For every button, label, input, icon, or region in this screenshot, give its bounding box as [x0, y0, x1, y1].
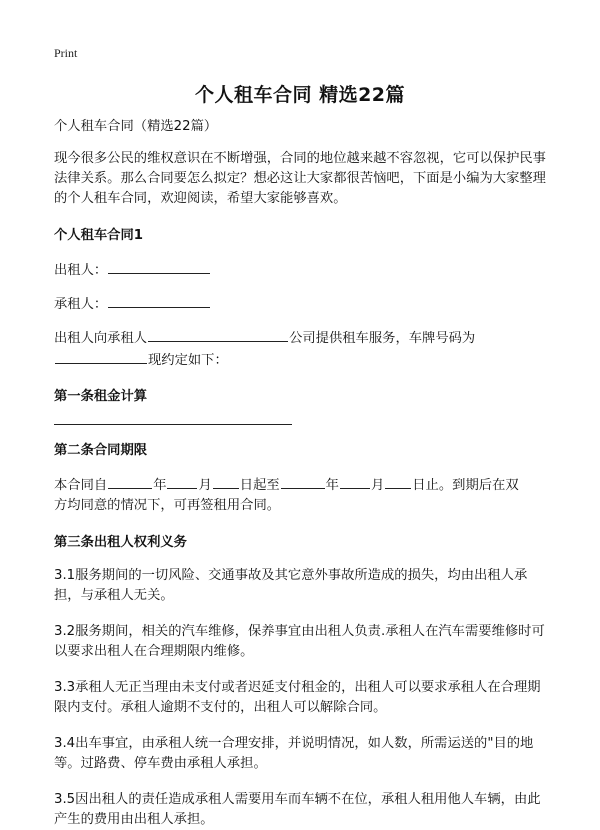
clause-3-3: 3.3承租人无正当理由未支付或者迟延支付租金的，出租人可以要求承租人在合理期限内支付。承租人逾期不支付的，出租人可以解除合同。 [54, 680, 541, 715]
plate-number-blank [55, 349, 147, 364]
lessor-blank [108, 259, 210, 274]
end-day-blank [385, 474, 411, 489]
article-2-heading: 第二条合同期限 [54, 443, 148, 458]
term-end-month-text: 月 [370, 478, 385, 493]
article-1-heading: 第一条租金计算 [54, 389, 148, 404]
company-blank [148, 327, 288, 342]
lessee-label: 承租人： [54, 297, 108, 312]
service-paragraph [54, 327, 550, 371]
service-text-3: 现约定如下： [148, 353, 228, 368]
term-end-text: 日止。到期后在双 [412, 478, 519, 493]
end-month-blank [340, 474, 370, 489]
end-year-blank [281, 474, 325, 489]
term-from-text: 本合同自 [54, 478, 108, 493]
clause-3-1: 3.1服务期间的一切风险、交通事故及其它意外事故所造成的损失，均由出租人承担，与承租人无关。 [54, 568, 528, 603]
lessee-line [54, 293, 550, 315]
start-month-blank [167, 474, 197, 489]
document-body [54, 117, 550, 830]
start-day-blank [213, 474, 239, 489]
clause-3-2: 3.2服务期间，相关的汽车维修，保养事宜由出租人负责.承租人在汽车需要维修时可以要求出租人在合理期限内维修。 [54, 624, 545, 659]
term-month-text: 月 [198, 478, 212, 493]
intro-paragraph: 现今很多公民的维权意识在不断增强，合同的地位越来越不容忽视，它可以保护民事法律关系。那么合同要怎么拟定？想必这让大家都很苦恼吧，下面是小编为大家整理的个人租车合同，欢迎阅读，希望大家能够喜欢。 [54, 151, 546, 206]
lessor-line [54, 259, 550, 281]
term-tail-text: 方均同意的情况下，可再签租用合同。 [54, 498, 281, 513]
term-to-text: 日起至 [239, 478, 280, 493]
article-3-heading: 第三条出租人权利义务 [54, 535, 187, 550]
document-title: 个人租车合同 精选22篇 [194, 84, 406, 106]
service-text-1: 出租人向承租人 [54, 331, 148, 346]
term-paragraph [54, 474, 550, 516]
lessee-blank [108, 293, 210, 308]
clause-3-5: 3.5因出租人的责任造成承租人需要用车而车辆不在位，承租人租用他人车辆，由此产生的费用由出租人承担。 [54, 792, 541, 827]
term-year-text: 年 [153, 478, 167, 493]
contract-heading: 个人租车合同1 [54, 228, 144, 243]
start-year-blank [108, 474, 152, 489]
lessor-label: 出租人： [54, 263, 108, 278]
term-end-year-text: 年 [325, 478, 339, 493]
print-label: Print [54, 46, 78, 60]
clause-3-4: 3.4出车事宜，由承租人统一合理安排，并说明情况，如人数，所需运送的"目的地等。过路费、停车费由承租人承担。 [54, 736, 534, 771]
service-text-2: 公司提供租车服务，车牌号码为 [289, 331, 476, 346]
document-subtitle: 个人租车合同（精选22篇） [54, 119, 218, 134]
